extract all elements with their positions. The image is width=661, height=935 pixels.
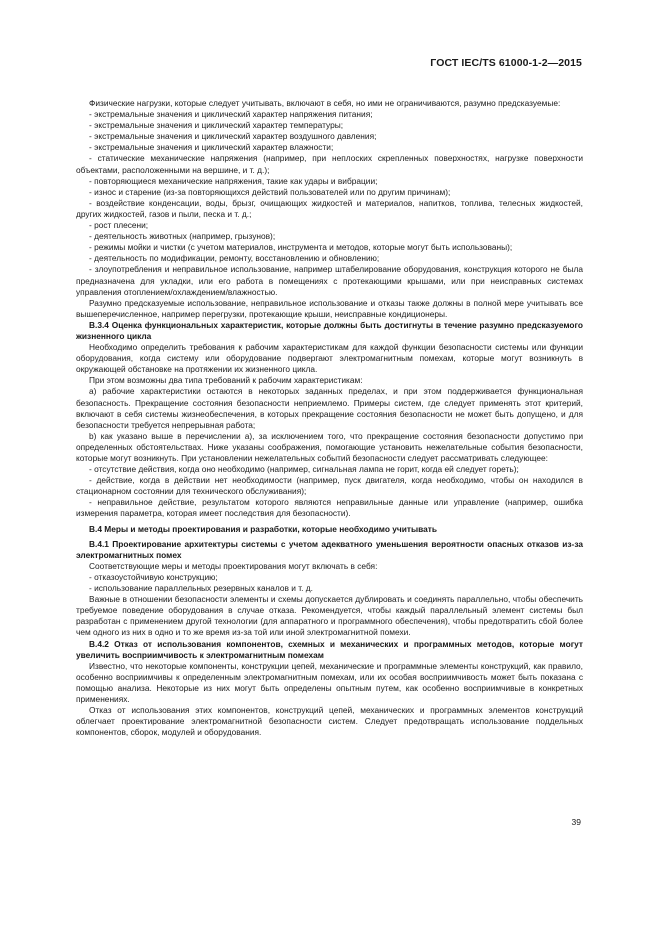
paragraph: b) как указано выше в перечислении а), за исключением того, что прекращение состояния безопасности допустимо при определенных обстоятельствах. Ниже указаны соображения, помогающие установить нежелательные события безопасности, которые могут возникнуть. При установлении нежелательных событий безопасности следует рассматривать следующее: <box>76 430 583 463</box>
paragraph: - износ и старение (из-за повторяющихся действий пользователей или по другим причинам); <box>89 186 451 197</box>
paragraph: - неправильное действие, результатом которого являются неправильные данные или управление (например, ошибка измерения параметра, которая имеет последствия для безопасности). <box>76 497 583 519</box>
paragraph: - экстремальные значения и циклический характер температуры; <box>89 120 344 131</box>
paragraph: - экстремальные значения и циклический характер влажности; <box>89 142 334 153</box>
paragraph: - отказоустойчивую конструкцию; <box>89 571 218 582</box>
page-number: 39 <box>571 817 581 827</box>
paragraph: - экстремальные значения и циклический характер напряжения питания; <box>89 109 373 120</box>
section-heading: В.3.4 Оценка функциональных характеристик, которые должны быть достигнуты в течение разумно предсказуемого жизненного цикла <box>76 319 583 341</box>
paragraph: - экстремальные значения и циклический характер воздушного давления; <box>89 131 377 142</box>
paragraph: - воздействие конденсации, воды, брызг, очищающих жидкостей и материалов, напитков, топлива, телесных жидкостей, других жидкостей, газов и пыли, песка и т. д.; <box>76 197 583 219</box>
paragraph: - действие, когда в действии нет необходимости (например, пуск двигателя, когда необходимо, чтобы он находился в стационарном состоянии для технического обслуживания); <box>76 475 583 497</box>
paragraph: Разумно предсказуемые использование, неправильное использование и отказы также должны в полной мере учитывать все вышеперечисленное, например перегрузки, протекающие крыши, неисправные кондиционеры. <box>76 297 583 319</box>
paragraph: - статические механические напряжения (например, при неплоских скрепленных поверхностях, нагрузке поверхности объектами, расположенными на вершине, и т. д.); <box>76 153 583 175</box>
paragraph: При этом возможны два типа требований к рабочим характеристикам: <box>89 375 363 386</box>
paragraph: Отказ от использования этих компонентов, конструкций цепей, механических и программных элементов конструкций облегчает проектирование электромагнитной безопасности систем. Следует предотвращать использование поддельных компонентов, сборок, модулей и оборудования. <box>76 705 583 738</box>
paragraph: Физические нагрузки, которые следует учитывать, включают в себя, но ими не ограничиваются, разумно предсказуемые: <box>89 98 561 108</box>
paragraph: Соответствующие меры и методы проектирования могут включать в себя: <box>89 560 378 571</box>
paragraph: - использование параллельных резервных каналов и т. д. <box>89 583 313 594</box>
section-heading: В.4.1 Проектирование архитектуры системы с учетом адекватного уменьшения вероятности опасных отказов из-за электромагнитных помех <box>76 538 583 560</box>
document-code-header: ГОСТ IEC/TS 61000-1-2—2015 <box>430 57 582 69</box>
document-body <box>76 98 583 738</box>
paragraph: - отсутствие действия, когда оно необходимо (например, сигнальная лампа не горит, когда ей следует гореть); <box>89 464 519 475</box>
paragraph: Важные в отношении безопасности элементы и схемы допускается дублировать и соединять параллельно, чтобы обеспечить требуемое поведение оборудования в случае отказа. Рекомендуется, чтобы каждый параллельный элемент системы был разработан с применением другой технологии (для аппаратного и программного обеспечения), чтобы предотвратить сбой более чем одного из них в одно и то же время из-за той или иной электромагнитной помехи. <box>76 594 583 638</box>
paragraph: - злоупотребления и неправильное использование, например штабелирование оборудования, конструкция которого не была предназначена для укладки, или его работа в помещениях с протекающими крышами, или при неисправных системах управления отоплением/охлаждением/влажностью. <box>76 264 583 297</box>
paragraph: Известно, что некоторые компоненты, конструкции цепей, механические и программные элементы конструкций, как правило, особенно восприимчивы к определенным электромагнитным помехам, или их особая восприимчивость может быть показана с помощью анализа. Некоторые из них могут быть определены опытным путем, как особенно восприимчивые в конкретных применениях. <box>76 660 583 704</box>
section-heading: В.4 Меры и методы проектирования и разработки, которые необходимо учитывать <box>89 523 437 534</box>
paragraph: - режимы мойки и чистки (с учетом материалов, инструмента и методов, которые могут быть использованы); <box>89 242 513 253</box>
paragraph: - рост плесени; <box>89 220 149 231</box>
paragraph: а) рабочие характеристики остаются в некоторых заданных пределах, и при этом поддерживается функциональная безопасность. Прекращение состояния безопасности неприемлемо. Примеры систем, где следует применять этот критерий, включают в себя системы жизнеобеспечения, в которых прекращение состояния безопасности не может быть допущено, и для безопасности требуется непрерывная работа; <box>76 386 583 430</box>
paragraph: - деятельность по модификации, ремонту, восстановлению и обновлению; <box>89 253 380 264</box>
paragraph: - повторяющиеся механические напряжения, такие как удары и вибрации; <box>89 175 378 186</box>
paragraph: Необходимо определить требования к рабочим характеристикам для каждой функции безопасности системы или функции оборудования, когда систему или оборудование подвергают электромагнитным помехам, которые могут возникнуть в окружающей обстановке на протяжении их жизненного цикла. <box>76 342 583 375</box>
paragraph: - деятельность животных (например, грызунов); <box>89 231 276 242</box>
section-heading: В.4.2 Отказ от использования компонентов, схемных и механических и программных методов, которые могут увеличить восприимчивость к электромагнитным помехам <box>76 638 583 660</box>
